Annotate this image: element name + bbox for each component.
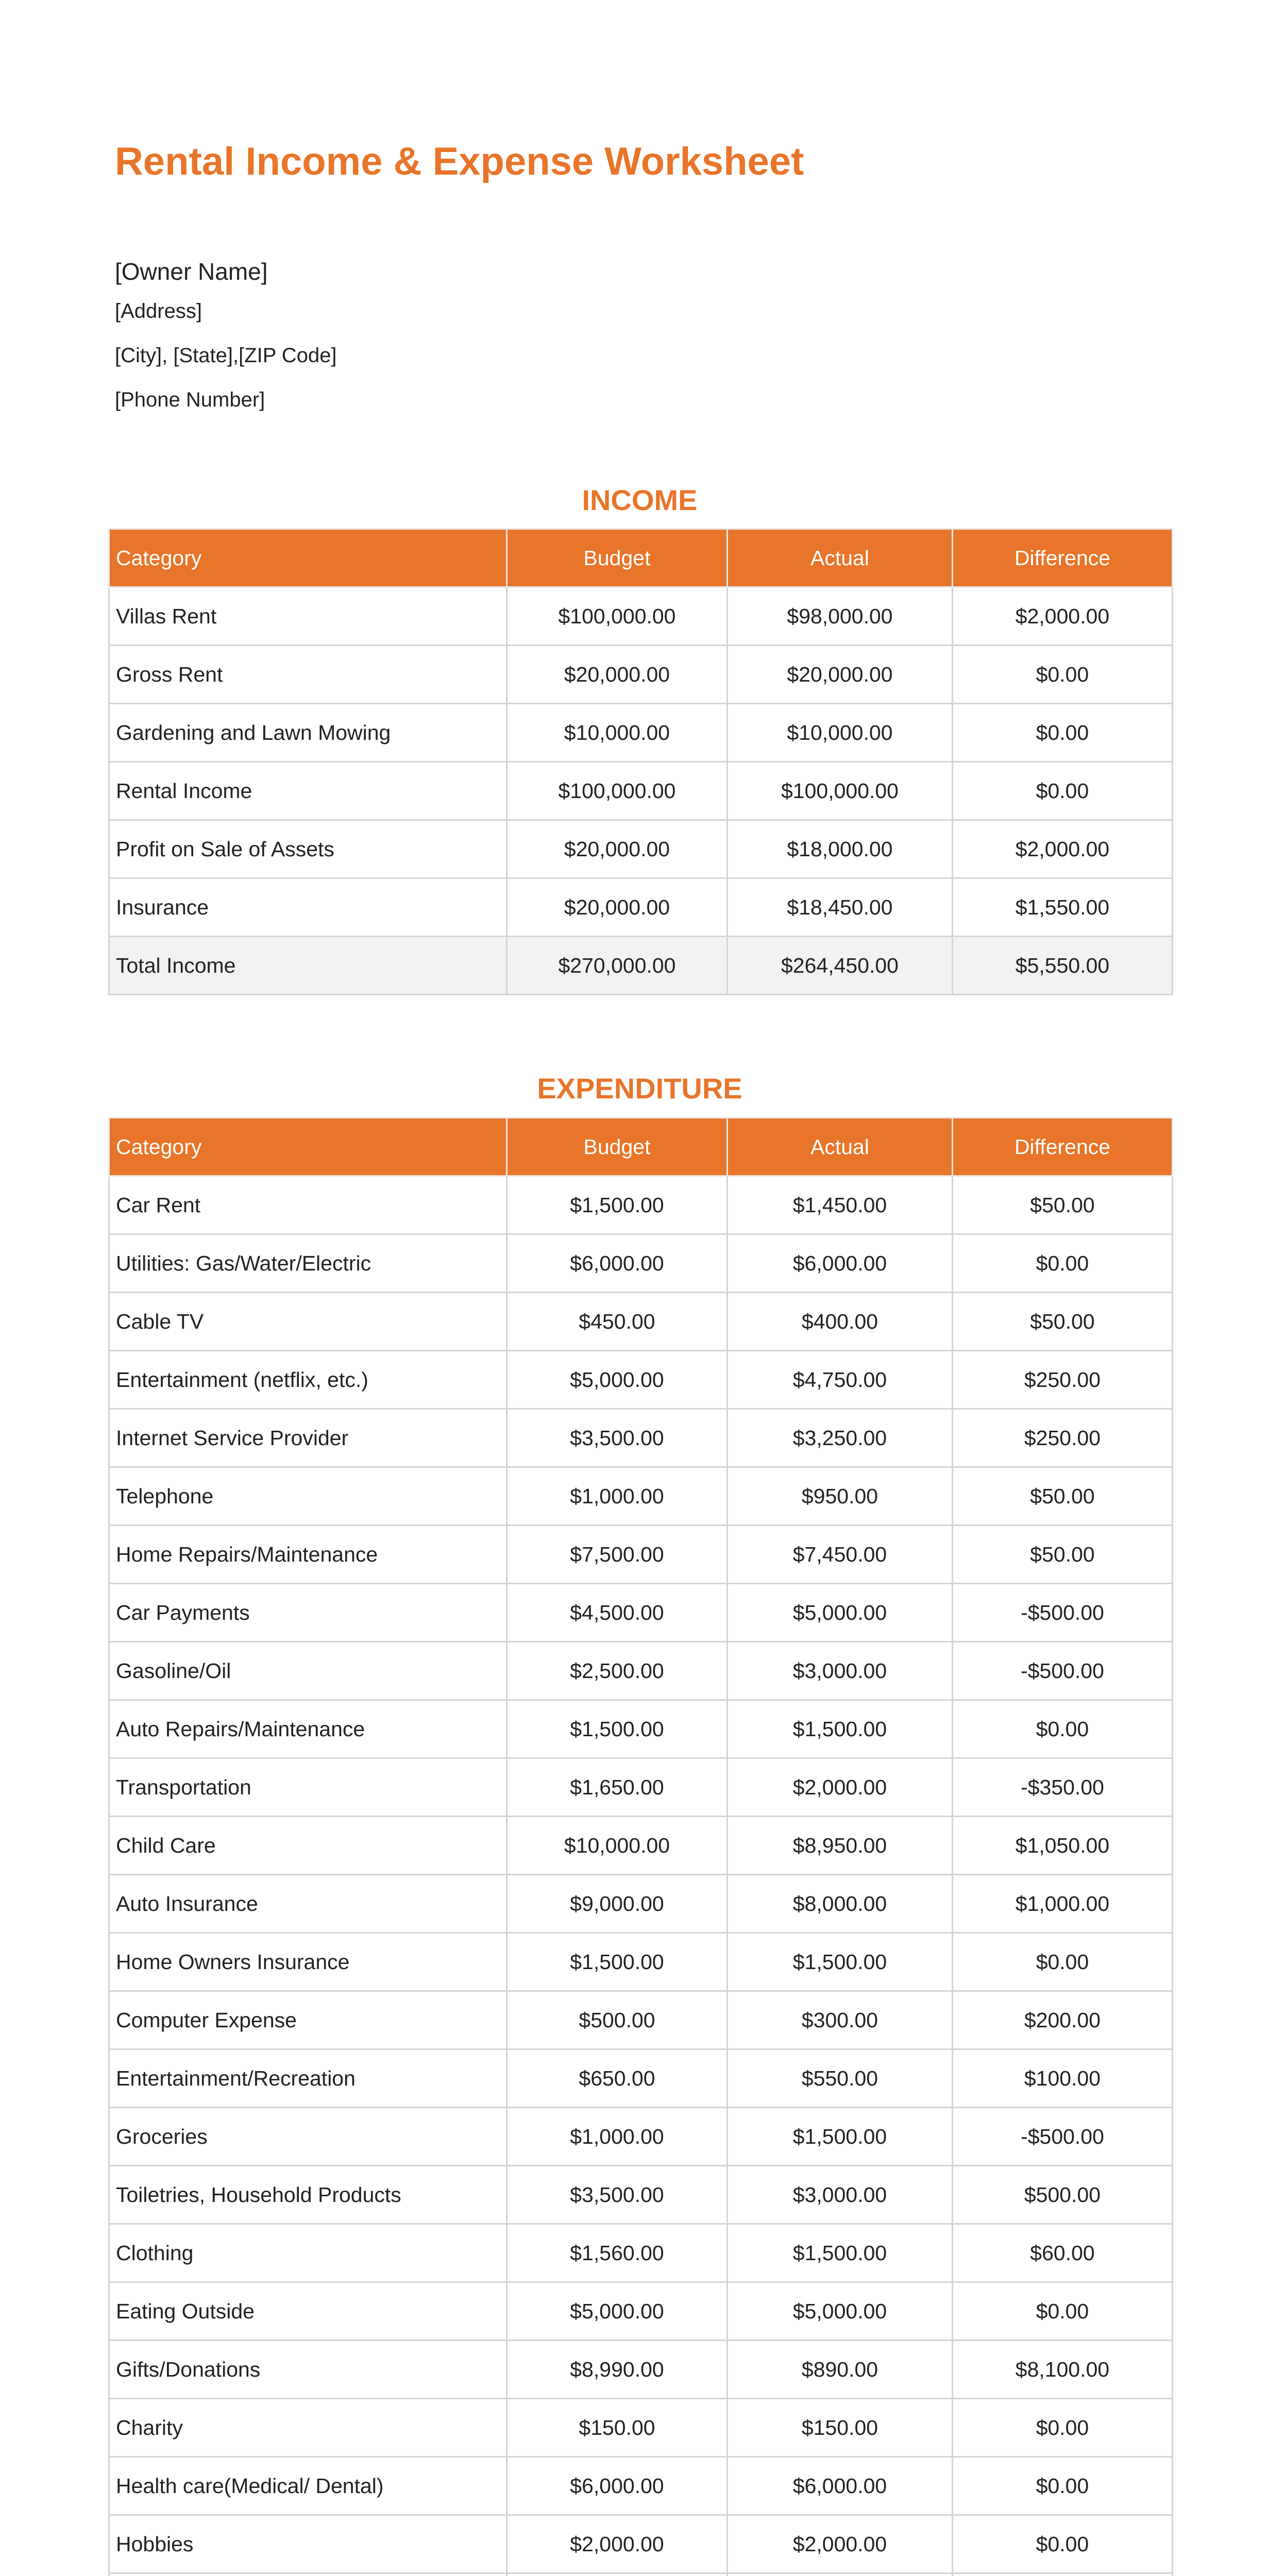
budget-cell: $10,000.00 — [507, 704, 727, 762]
actual-cell: $1,500.00 — [727, 1933, 953, 1991]
difference-cell: $1,050.00 — [953, 1817, 1173, 1875]
difference-cell: $100.00 — [953, 2049, 1173, 2108]
category-cell: Computer Expense — [109, 1991, 507, 2049]
table-row — [109, 820, 1173, 878]
table-row — [109, 1293, 1173, 1351]
difference-cell: $0.00 — [953, 2399, 1173, 2457]
actual-cell: $1,500.00 — [727, 2224, 953, 2282]
table-row — [109, 1933, 1173, 1991]
difference-cell: $250.00 — [953, 1351, 1173, 1409]
income-header-row — [109, 529, 1173, 587]
actual-cell: $1,500.00 — [727, 2108, 953, 2166]
budget-cell: $10,000.00 — [507, 1817, 727, 1875]
budget-cell: $8,990.00 — [507, 2341, 727, 2399]
budget-cell: $20,000.00 — [507, 646, 727, 704]
table-row — [109, 1817, 1173, 1875]
actual-cell: $3,250.00 — [727, 1409, 953, 1467]
category-cell: Child Care — [109, 1817, 507, 1875]
header-category: Category — [109, 529, 507, 587]
budget-cell: $20,000.00 — [507, 820, 727, 878]
difference-cell: -$350.00 — [953, 1758, 1173, 1817]
actual-cell: $550.00 — [727, 2049, 953, 2108]
category-cell: Entertainment (netflix, etc.) — [109, 1351, 507, 1409]
table-row — [109, 2166, 1173, 2224]
budget-cell: $100,000.00 — [507, 762, 727, 820]
difference-cell: $0.00 — [953, 1700, 1173, 1758]
table-row — [109, 1875, 1173, 1933]
income-table — [108, 528, 1173, 995]
category-cell: Auto Repairs/Maintenance — [109, 1700, 507, 1758]
actual-cell: $3,000.00 — [727, 2166, 953, 2224]
budget-cell: $1,650.00 — [507, 1758, 727, 1817]
header-difference: Difference — [953, 1118, 1173, 1176]
table-row — [109, 1234, 1173, 1293]
difference-cell: $1,550.00 — [953, 878, 1173, 937]
budget-cell: $3,500.00 — [507, 1409, 727, 1467]
actual-cell: $18,000.00 — [727, 820, 953, 878]
table-row — [109, 1409, 1173, 1467]
table-row — [109, 762, 1173, 820]
table-row — [109, 2282, 1173, 2341]
category-cell: Entertainment/Recreation — [109, 2049, 507, 2108]
difference-cell: $0.00 — [953, 2515, 1173, 2573]
category-cell: Gifts/Donations — [109, 2341, 507, 2399]
table-row — [109, 587, 1173, 646]
actual-cell: $400.00 — [727, 1293, 953, 1351]
category-cell: Telephone — [109, 1467, 507, 1526]
actual-cell: $6,000.00 — [727, 1234, 953, 1293]
category-cell: Rental Income — [109, 762, 507, 820]
actual-cell: $3,000.00 — [727, 1642, 953, 1700]
expenditure-table — [108, 1117, 1173, 2576]
actual-cell: $300.00 — [727, 1991, 953, 2049]
budget-cell: $6,000.00 — [507, 2457, 727, 2515]
difference-cell: $200.00 — [953, 1991, 1173, 2049]
category-cell: Internet Service Provider — [109, 1409, 507, 1467]
actual-cell: $5,000.00 — [727, 2282, 953, 2341]
budget-cell: $9,000.00 — [507, 1875, 727, 1933]
budget-cell: $150.00 — [507, 2399, 727, 2457]
category-cell: Toiletries, Household Products — [109, 2166, 507, 2224]
category-cell: Gardening and Lawn Mowing — [109, 704, 507, 762]
difference-cell: $2,000.00 — [953, 820, 1173, 878]
difference-cell: -$500.00 — [953, 1584, 1173, 1642]
budget-cell: $5,000.00 — [507, 2282, 727, 2341]
difference-cell: $60.00 — [953, 2224, 1173, 2282]
difference-cell: $1,000.00 — [953, 1875, 1173, 1933]
budget-cell: $100,000.00 — [507, 587, 727, 646]
category-cell: Gasoline/Oil — [109, 1642, 507, 1700]
budget-cell: $20,000.00 — [507, 878, 727, 937]
difference-cell: $8,100.00 — [953, 2341, 1173, 2399]
difference-cell: $0.00 — [953, 2282, 1173, 2341]
budget-cell: $500.00 — [507, 1991, 727, 2049]
category-cell: Health care(Medical/ Dental) — [109, 2457, 507, 2515]
category-cell: Cable TV — [109, 1293, 507, 1351]
budget-cell: $270,000.00 — [507, 937, 727, 995]
budget-cell: $1,500.00 — [507, 1700, 727, 1758]
category-cell: Home Repairs/Maintenance — [109, 1526, 507, 1584]
budget-cell: $1,000.00 — [507, 2108, 727, 2166]
header-actual: Actual — [727, 529, 953, 587]
budget-cell: $3,500.00 — [507, 2166, 727, 2224]
actual-cell: $6,000.00 — [727, 2457, 953, 2515]
table-row — [109, 1351, 1173, 1409]
actual-cell: $7,450.00 — [727, 1526, 953, 1584]
budget-cell: $7,500.00 — [507, 1526, 727, 1584]
budget-cell: $5,000.00 — [507, 1351, 727, 1409]
category-cell: Villas Rent — [109, 587, 507, 646]
category-cell: Insurance — [109, 878, 507, 937]
difference-cell: $0.00 — [953, 1234, 1173, 1293]
budget-cell: $450.00 — [507, 1293, 727, 1351]
actual-cell: $1,500.00 — [727, 1700, 953, 1758]
difference-cell: $50.00 — [953, 1293, 1173, 1351]
budget-cell: $2,500.00 — [507, 1642, 727, 1700]
category-cell: Car Payments — [109, 1584, 507, 1642]
income-section-title: INCOME — [582, 484, 698, 516]
category-cell: Home Owners Insurance — [109, 1933, 507, 1991]
budget-cell: $1,500.00 — [507, 1933, 727, 1991]
table-row — [109, 2399, 1173, 2457]
header-category: Category — [109, 1118, 507, 1176]
total-row — [109, 937, 1173, 995]
difference-cell: $2,000.00 — [953, 587, 1173, 646]
actual-cell: $890.00 — [727, 2341, 953, 2399]
difference-cell — [953, 2573, 1173, 2576]
table-row — [109, 2573, 1173, 2576]
table-row — [109, 2049, 1173, 2108]
category-cell: Groceries — [109, 2108, 507, 2166]
difference-cell: -$500.00 — [953, 2108, 1173, 2166]
table-row — [109, 1584, 1173, 1642]
actual-cell: $150.00 — [727, 2399, 953, 2457]
actual-cell: $8,000.00 — [727, 1875, 953, 1933]
actual-cell — [727, 2573, 953, 2576]
budget-cell: $1,500.00 — [507, 1176, 727, 1234]
actual-cell: $8,950.00 — [727, 1817, 953, 1875]
difference-cell: $0.00 — [953, 704, 1173, 762]
difference-cell: $250.00 — [953, 1409, 1173, 1467]
header-difference: Difference — [953, 529, 1173, 587]
difference-cell: $0.00 — [953, 1933, 1173, 1991]
category-cell: Charity — [109, 2399, 507, 2457]
difference-cell: $500.00 — [953, 2166, 1173, 2224]
table-row — [109, 2341, 1173, 2399]
table-row — [109, 878, 1173, 937]
actual-cell: $4,750.00 — [727, 1351, 953, 1409]
owner-name: [Owner Name] — [115, 258, 268, 285]
difference-cell: $50.00 — [953, 1176, 1173, 1234]
header-budget: Budget — [507, 529, 727, 587]
table-row — [109, 1642, 1173, 1700]
category-cell — [109, 2573, 507, 2576]
actual-cell: $10,000.00 — [727, 704, 953, 762]
category-cell: Auto Insurance — [109, 1875, 507, 1933]
category-cell: Clothing — [109, 2224, 507, 2282]
budget-cell: $1,560.00 — [507, 2224, 727, 2282]
difference-cell: $0.00 — [953, 2457, 1173, 2515]
actual-cell: $98,000.00 — [727, 587, 953, 646]
category-cell: Car Rent — [109, 1176, 507, 1234]
category-cell: Transportation — [109, 1758, 507, 1817]
owner-phone: [Phone Number] — [115, 388, 265, 411]
table-row — [109, 1467, 1173, 1526]
category-cell: Hobbies — [109, 2515, 507, 2573]
actual-cell: $1,450.00 — [727, 1176, 953, 1234]
actual-cell: $264,450.00 — [727, 937, 953, 995]
category-cell: Total Income — [109, 937, 507, 995]
category-cell: Utilities: Gas/Water/Electric — [109, 1234, 507, 1293]
table-row — [109, 2515, 1173, 2573]
table-row — [109, 1991, 1173, 2049]
budget-cell: $2,000.00 — [507, 2515, 727, 2573]
difference-cell: $0.00 — [953, 762, 1173, 820]
owner-address: [Address] — [115, 300, 202, 323]
table-row — [109, 1176, 1173, 1234]
actual-cell: $100,000.00 — [727, 762, 953, 820]
actual-cell: $20,000.00 — [727, 646, 953, 704]
actual-cell: $18,450.00 — [727, 878, 953, 937]
budget-cell: $650.00 — [507, 2049, 727, 2108]
table-row — [109, 1758, 1173, 1817]
budget-cell: $6,000.00 — [507, 1234, 727, 1293]
actual-cell: $950.00 — [727, 1467, 953, 1526]
header-actual: Actual — [727, 1118, 953, 1176]
category-cell: Profit on Sale of Assets — [109, 820, 507, 878]
table-row — [109, 2457, 1173, 2515]
owner-city-state-zip: [City], [State],[ZIP Code] — [115, 344, 337, 367]
category-cell: Eating Outside — [109, 2282, 507, 2341]
table-row — [109, 2108, 1173, 2166]
difference-cell: -$500.00 — [953, 1642, 1173, 1700]
difference-cell: $50.00 — [953, 1467, 1173, 1526]
table-row — [109, 2224, 1173, 2282]
expenditure-section-title: EXPENDITURE — [537, 1072, 742, 1105]
actual-cell: $2,000.00 — [727, 2515, 953, 2573]
header-budget: Budget — [507, 1118, 727, 1176]
table-row — [109, 646, 1173, 704]
difference-cell: $50.00 — [953, 1526, 1173, 1584]
worksheet-title: Rental Income & Expense Worksheet — [115, 140, 804, 183]
difference-cell: $0.00 — [953, 646, 1173, 704]
difference-cell: $5,550.00 — [953, 937, 1173, 995]
budget-cell: $4,500.00 — [507, 1584, 727, 1642]
budget-cell: $1,000.00 — [507, 1467, 727, 1526]
expenditure-header-row — [109, 1118, 1173, 1176]
actual-cell: $5,000.00 — [727, 1584, 953, 1642]
table-row — [109, 1700, 1173, 1758]
table-row — [109, 1526, 1173, 1584]
actual-cell: $2,000.00 — [727, 1758, 953, 1817]
budget-cell — [507, 2573, 727, 2576]
category-cell: Gross Rent — [109, 646, 507, 704]
table-row — [109, 704, 1173, 762]
